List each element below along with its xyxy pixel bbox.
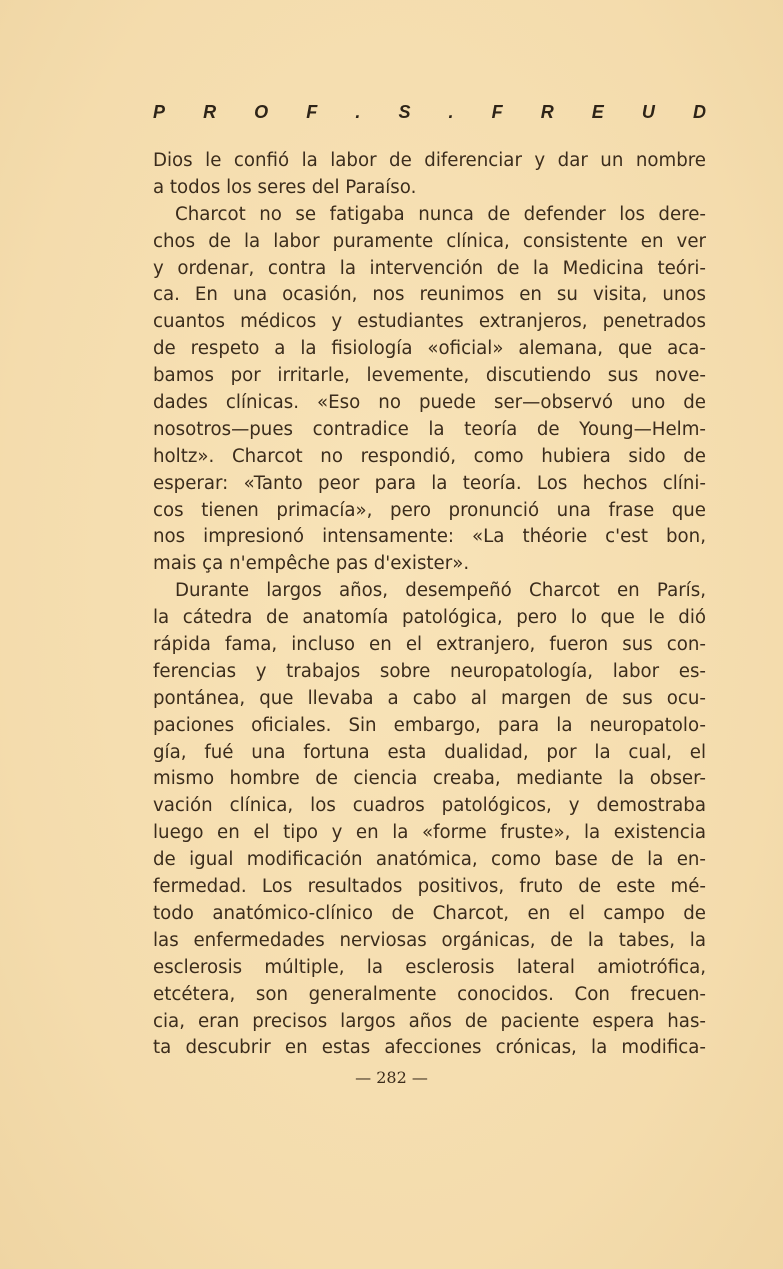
text-line: ca. En una ocasión, nos reunimos en su visita, unos — [153, 284, 706, 306]
header-letter: R — [203, 102, 217, 122]
header-letter: R — [540, 102, 554, 122]
text-line: pontánea, que llevaba a cabo al margen de sus ocu- — [153, 687, 706, 709]
text-line: nos impresionó intensamente: «La théorie c'est bon, — [153, 526, 706, 548]
header-letter: F — [491, 102, 503, 122]
text-line: de respeto a la fisiología «oficial» alemana, que aca- — [153, 338, 706, 360]
text-line: ferencias y trabajos sobre neuropatología, labor es- — [153, 660, 706, 682]
running-header — [153, 102, 706, 123]
text-line: esclerosis múltiple, la esclerosis lateral amiotrófica, — [153, 956, 706, 978]
text-line: chos de la labor puramente clínica, consistente en ver — [153, 230, 706, 252]
text-line: dades clínicas. «Eso no puede ser—observó uno de — [153, 392, 706, 414]
header-letter: S — [398, 102, 411, 122]
text-line: y ordenar, contra la intervención de la Medicina teóri- — [153, 257, 706, 279]
page-number: — 282 — — [355, 1068, 428, 1087]
text-line: esperar: «Tanto peor para la teoría. Los hechos clíni- — [153, 472, 706, 494]
header-letter: . — [448, 102, 454, 122]
header-letter: . — [355, 102, 361, 122]
text-line: mismo hombre de ciencia creaba, mediante la obser- — [153, 768, 706, 790]
text-line: gía, fué una fortuna esta dualidad, por la cual, el — [153, 741, 706, 763]
text-line: etcétera, son generalmente conocidos. Con frecuen- — [153, 983, 706, 1005]
text-line: de igual modificación anatómica, como base de la en- — [153, 849, 706, 871]
text-line: holtz». Charcot no respondió, como hubiera sido de — [153, 445, 706, 467]
text-line: la cátedra de anatomía patológica, pero lo que le dió — [153, 607, 706, 629]
text-line: Durante largos años, desempeñó Charcot en París, — [175, 580, 706, 602]
text-line: nosotros—pues contradice la teoría de Young—Helm- — [153, 418, 706, 440]
header-letter: E — [591, 102, 604, 122]
header-letter: F — [306, 102, 318, 122]
text-line: bamos por irritarle, levemente, discutiendo sus nove- — [153, 365, 706, 387]
text-line: Dios le confió la labor de diferenciar y dar un nombre — [153, 150, 706, 171]
text-line: fermedad. Los resultados positivos, fruto de este mé- — [153, 876, 706, 898]
text-line: las enfermedades nerviosas orgánicas, de la tabes, la — [153, 929, 706, 951]
header-letter: U — [641, 102, 655, 122]
text-line: cia, eran precisos largos años de paciente espera has- — [153, 1010, 706, 1032]
text-line: paciones oficiales. Sin embargo, para la neuropatolo- — [153, 714, 706, 736]
body-text — [153, 148, 706, 1062]
text-line: a todos los seres del Paraíso. — [153, 176, 417, 198]
text-line: vación clínica, los cuadros patológicos, y demostraba — [153, 795, 706, 817]
text-line: ta descubrir en estas afecciones crónicas, la modifica- — [153, 1037, 706, 1059]
text-line: mais ça n'empêche pas d'exister». — [153, 553, 470, 575]
text-line: Charcot no se fatigaba nunca de defender los dere- — [175, 203, 706, 225]
header-letter: P — [153, 102, 166, 122]
text-line: cuantos médicos y estudiantes extranjeros, penetrados — [153, 311, 706, 333]
header-letter: O — [254, 102, 269, 122]
header-letter: D — [692, 102, 706, 122]
text-line: rápida fama, incluso en el extranjero, fueron sus con- — [153, 634, 706, 656]
text-line: todo anatómico-clínico de Charcot, en el campo de — [153, 902, 706, 924]
text-line: cos tienen primacía», pero pronunció una frase que — [153, 499, 706, 521]
text-line: luego en el tipo y en la «forme fruste», la existencia — [153, 822, 706, 844]
